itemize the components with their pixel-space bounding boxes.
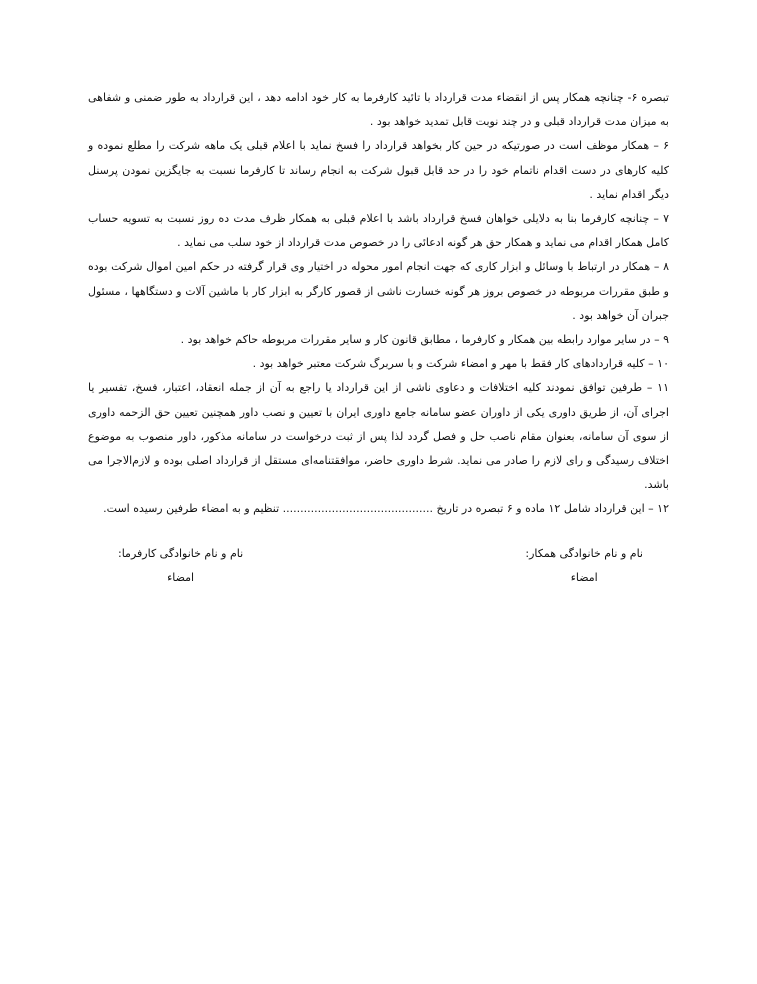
clause-12-closing: ۱۲ – این قرارداد شامل ۱۲ ماده و ۶ تبصره در تاریخ ........................................... تنظیم و به امضاء طرفین رسیده است. <box>103 502 669 516</box>
contract-clauses <box>88 86 669 522</box>
signature-section <box>0 542 757 602</box>
employer-signature-label: امضاء <box>167 571 195 584</box>
clause-11-arbitration: ۱۱ – طرفین توافق نمودند کلیه اختلافات و دعاوی ناشی از این قرارداد یا راجع به آن از جمله انعقاد، اعتبار، فسخ، تفسیر یا اجرای آن، از طریق داوری یکی از داوران عضو سامانه جامع داوری ایران با تعیین و نصب داور همچنین تعیین حق الزحمه داوری از سوی آن سامانه، بعنوان مقام ناصب حل و فصل گردد لذا پس از ثبت درخواست در سامانه مذکور، داور منصوب به موضوع اختلاف رسیدگی و رای لازم را صادر می نماید. شرط داوری حاضر، موافقتنامه‌ای مستقل از قرارداد اصلی بوده و لازم‌الاجرا می باشد. <box>88 381 669 492</box>
clause-6-employee-termination: ۶ – همکار موظف است در صورتیکه در حین کار بخواهد قرارداد را فسخ نماید با اعلام قبلی یک ماهه شرکت را مطلع نموده و کلیه کارهای در دست اقدام ناتمام خود را در حد قابل قبول شرکت به انجام رساند تا کارفرما نسبت به جایگزین نمودن پرسنل دیگر اقدام نماید . <box>88 139 669 201</box>
colleague-name-label: نام و نام خانوادگی همکار: <box>525 547 643 560</box>
clause-10-validity: ۱۰ – کلیه قراردادهای کار فقط با مهر و امضاء شرکت و با سربرگ شرکت معتبر خواهد بود . <box>252 357 669 371</box>
note-6-renewal: تبصره ۶- چنانچه همکار پس از انقضاء مدت قرارداد با تائید کارفرما به کار خود ادامه دهد ، این قرارداد به طور ضمنی و شفاهی به میزان مدت قرارداد قبلی و در چند نوبت قابل تمدید خواهد بود . <box>88 91 669 129</box>
employer-signature-block <box>118 542 243 590</box>
clause-7-employer-termination: ۷ – چنانچه کارفرما بنا به دلایلی خواهان فسخ قرارداد باشد با اعلام قبلی به همکار ظرف مدت ده روز نسبت به تسویه حساب کامل همکار اقدام می نماید و همکار حق هر گونه ادعائی را در خصوص مدت قرارداد از خود سلب می نماید . <box>88 212 669 250</box>
clause-8-equipment-liability: ۸ – همکار در ارتباط با وسائل و ابزار کاری که جهت انجام امور محوله در اختیار وی قرار گرفته در حکم امین اموال شرکت بوده و طبق مقررات مربوطه در خصوص بروز هر گونه خسارت ناشی از قصور کارگر به ابزار کار با ماشین آلات و دستگاهها ، مسئول جبران آن خواهد بود . <box>88 260 669 322</box>
colleague-signature-block <box>525 542 643 590</box>
employer-name-label: نام و نام خانوادگی کارفرما: <box>118 547 244 560</box>
clause-9-labor-law: ۹ – در سایر موارد رابطه بین همکار و کارفرما ، مطابق قانون کار و سایر مقررات مربوطه حاکم خواهد بود . <box>180 333 669 347</box>
colleague-signature-label: امضاء <box>570 571 598 584</box>
